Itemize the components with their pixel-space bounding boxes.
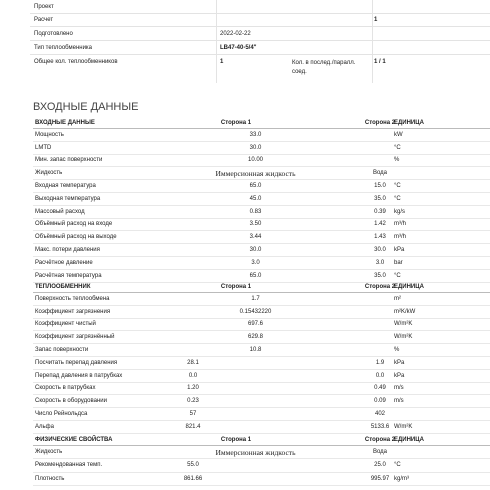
- row-label: Рекомендованная темп.: [35, 462, 103, 469]
- hx-type-label: Тип теплообменника: [34, 45, 93, 51]
- table-row: [33, 129, 490, 142]
- side1-value: 30.0: [249, 247, 262, 254]
- row-label: Плотность: [35, 475, 65, 482]
- table-row: [33, 408, 490, 421]
- side2-value: 402: [374, 411, 385, 418]
- row-label: Число Рейнольдса: [35, 411, 88, 418]
- side1-value: 861.66: [183, 475, 203, 482]
- row-label: Жидкость: [35, 449, 63, 456]
- series-value: 1 / 1: [374, 59, 386, 65]
- row-label: Мин. запас поверхности: [35, 157, 103, 164]
- project-label: Проект: [34, 4, 54, 10]
- side1-value: 65.0: [249, 183, 262, 190]
- header-row-project: [30, 0, 490, 14]
- header-row-prepared: [30, 27, 490, 41]
- row-label: Коэффициент чистый: [35, 321, 96, 328]
- side1-value: 0.0: [188, 372, 198, 379]
- table-row: [33, 293, 490, 306]
- side2-heading: Сторона 2: [364, 283, 396, 290]
- side2-value: [350, 344, 410, 356]
- table-row: [33, 206, 490, 219]
- side2-value: 35.0: [374, 272, 386, 279]
- side2-value: 995.97: [370, 475, 390, 482]
- unit-value: %: [394, 157, 400, 164]
- row-label: Коэффициент загрязнения: [35, 308, 111, 315]
- unit-heading: ЕДИНИЦА: [394, 119, 424, 126]
- calc-value: 1: [374, 17, 378, 23]
- prepared-label: Подготовлено: [34, 31, 73, 37]
- side1-value: 697.6: [247, 321, 263, 328]
- unit-value: kg/m³: [394, 475, 409, 482]
- side1-value: Иммерсионная жидкость: [215, 447, 296, 457]
- table-row: [33, 257, 490, 270]
- side1-value: 3.44: [249, 234, 262, 241]
- unit-value: m³/h: [394, 234, 406, 241]
- side1-value: 65.0: [249, 272, 262, 279]
- table-row: [33, 219, 490, 232]
- side2-value: [350, 155, 410, 167]
- side1-value: 821.4: [185, 423, 201, 430]
- section-heading: ТЕПЛООБМЕННИК: [35, 283, 91, 290]
- row-label: Расчётная температура: [35, 272, 102, 279]
- prepared-value: 2022-02-22: [220, 31, 251, 37]
- unit-value: °C: [394, 195, 401, 202]
- side1-heading: Сторона 1: [220, 119, 252, 126]
- unit-heading: ЕДИНИЦА: [394, 436, 424, 443]
- unit-value: kg/s: [394, 208, 406, 215]
- unit-value: W/m²K: [394, 321, 413, 328]
- unit-value: kPa: [394, 359, 405, 366]
- table-header-row: [33, 434, 490, 446]
- table-row: [33, 357, 490, 370]
- section-title: ВХОДНЫЕ ДАННЫЕ: [33, 101, 139, 113]
- side2-value: Вода: [372, 170, 388, 177]
- side2-value: 1.42: [374, 221, 386, 228]
- side2-value: [350, 142, 410, 154]
- unit-value: %: [394, 347, 400, 354]
- side2-value: 25.0: [374, 462, 386, 469]
- row-label: Запас поверхности: [35, 347, 89, 354]
- row-label: Макс. потери давления: [35, 247, 100, 254]
- unit-value: bar: [394, 259, 403, 266]
- table-row: [33, 319, 490, 332]
- total-value: 1: [220, 59, 224, 65]
- side1-heading: Сторона 1: [220, 436, 252, 443]
- calc-label: Расчет: [34, 17, 54, 23]
- header-row-total: [30, 55, 490, 83]
- row-label: Расчётное давление: [35, 259, 93, 266]
- side1-value: 3.0: [251, 259, 260, 266]
- hx-type-value: LB47-40-5/4": [220, 45, 257, 51]
- side2-value: 0.39: [374, 208, 386, 215]
- row-label: Мощность: [35, 131, 64, 138]
- row-label: Скорость в оборудовании: [35, 398, 107, 405]
- side2-value: 0.49: [374, 385, 386, 392]
- side2-value: 0.0: [375, 372, 385, 379]
- side2-value: 3.0: [375, 259, 385, 266]
- side2-heading: Сторона 2: [364, 119, 396, 126]
- unit-value: °C: [394, 462, 401, 469]
- side1-value: 0.83: [249, 208, 262, 215]
- row-label: Посчитать перепад давления: [35, 359, 118, 366]
- side1-value: 33.0: [249, 131, 262, 138]
- side2-value: 1.43: [374, 234, 386, 241]
- table-row: [33, 180, 490, 193]
- side1-value: 3.50: [249, 221, 262, 228]
- row-label: Коэффициент загрязнённый: [35, 334, 115, 341]
- side2-heading: Сторона 2: [364, 436, 396, 443]
- table-header-row: [33, 281, 490, 293]
- total-label: Общее кол. теплообменников: [34, 59, 118, 65]
- unit-value: W/m²K: [394, 334, 413, 341]
- table-row: [33, 421, 490, 434]
- side1-value: 57: [189, 411, 197, 418]
- side1-value: 0.23: [187, 398, 199, 405]
- header-row-calc: [30, 14, 490, 27]
- side1-value: 45.0: [249, 195, 262, 202]
- row-label: Выходная температура: [35, 195, 101, 202]
- table-row: [33, 446, 490, 459]
- side2-value: 15.0: [374, 183, 386, 190]
- table-row: [33, 395, 490, 408]
- unit-heading: ЕДИНИЦА: [394, 283, 424, 290]
- unit-value: °C: [394, 183, 401, 190]
- section-heading: ФИЗИЧЕСКИЕ СВОЙСТВА: [35, 436, 113, 443]
- row-label: LMTD: [35, 144, 52, 151]
- unit-value: m/s: [394, 385, 404, 392]
- table-row: [33, 370, 490, 383]
- table-row: [33, 306, 490, 319]
- table-row: [33, 142, 490, 155]
- unit-value: °C: [394, 272, 401, 279]
- table-row: [33, 344, 490, 357]
- unit-value: W/m²K: [394, 423, 413, 430]
- side1-value: Иммерсионная жидкость: [215, 168, 296, 178]
- row-label: Входная температура: [35, 183, 96, 190]
- row-label: Скорость в патрубках: [35, 385, 96, 392]
- table-row: [33, 167, 490, 180]
- side2-value: 1.9: [375, 359, 385, 366]
- side1-value: 0.15432220: [239, 308, 272, 315]
- header-row-hx-type: [30, 41, 490, 55]
- row-label: Альфа: [35, 423, 54, 430]
- table-row: [33, 383, 490, 396]
- side2-value: 35.0: [374, 195, 386, 202]
- row-label: Объёмный расход на выходе: [35, 234, 117, 241]
- table-row: [33, 244, 490, 257]
- unit-value: m/s: [394, 398, 404, 405]
- row-label: Объёмный расход на входе: [35, 221, 113, 228]
- series-label: Кол. в послед./паралл. соед.: [292, 60, 356, 75]
- side1-heading: Сторона 1: [220, 283, 252, 290]
- row-label: Перепад давления в патрубках: [35, 372, 123, 379]
- side1-value: 55.0: [187, 462, 199, 469]
- side2-value: Вода: [372, 449, 388, 456]
- unit-value: m²K/kW: [394, 308, 416, 315]
- unit-value: °C: [394, 144, 401, 151]
- table-row: [33, 473, 490, 486]
- side1-value: 1.20: [187, 385, 199, 392]
- side1-value: 28.1: [187, 359, 199, 366]
- unit-value: kPa: [394, 372, 405, 379]
- table-row: [33, 231, 490, 244]
- side1-value: 629.8: [247, 334, 263, 341]
- table-row: [33, 193, 490, 206]
- side2-value: [350, 293, 410, 305]
- table-row: [33, 331, 490, 344]
- project-header-table: [30, 0, 490, 83]
- section-heading: ВХОДНЫЕ ДАННЫЕ: [35, 119, 95, 126]
- unit-value: m³/h: [394, 221, 406, 228]
- unit-value: kW: [394, 131, 403, 138]
- row-label: Массовый расход: [35, 208, 85, 215]
- unit-value: kPa: [394, 247, 405, 254]
- side2-value: 0.09: [374, 398, 386, 405]
- side1-value: 10.00: [247, 157, 263, 164]
- row-label: Поверхность теплообмена: [35, 295, 110, 302]
- unit-value: m²: [394, 295, 401, 302]
- table-row: [33, 155, 490, 168]
- side2-value: 30.0: [374, 247, 386, 254]
- side1-value: 1.7: [251, 295, 260, 302]
- side2-value: 5133.6: [370, 423, 390, 430]
- table-row: [33, 459, 490, 472]
- table-header-row: [33, 117, 490, 129]
- row-label: Жидкость: [35, 170, 63, 177]
- side1-value: 10.8: [249, 347, 262, 354]
- side1-value: 30.0: [249, 144, 262, 151]
